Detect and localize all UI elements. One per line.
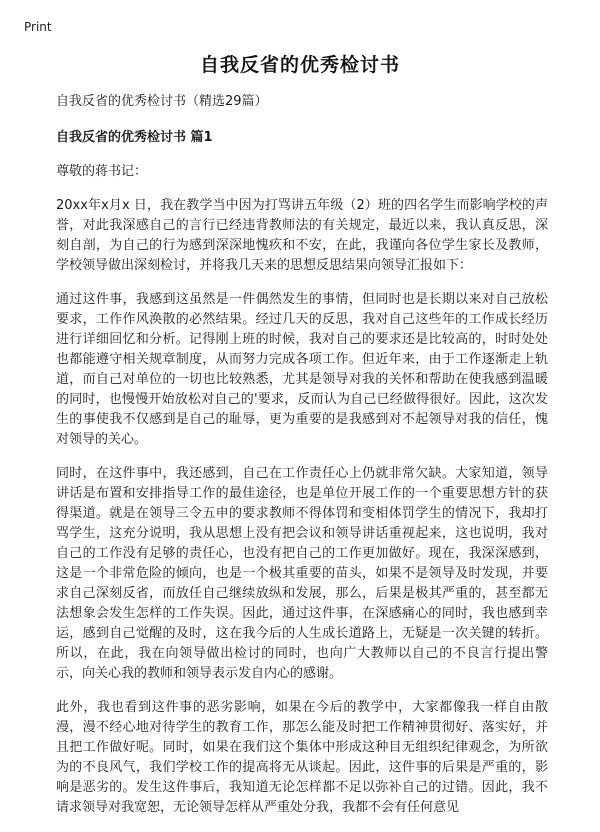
section-heading: 自我反省的优秀检讨书 篇1 bbox=[56, 130, 213, 145]
page-title: 自我反省的优秀检讨书 bbox=[199, 54, 400, 76]
print-link[interactable]: Print bbox=[24, 20, 52, 34]
paragraph-1: 20xx年x月x 日，我在教学当中因为打骂讲五年级（2）班的四名学生而影响学校的声誉，对此我深感自己的言行已经违背教师法的有关规定，最近以来，我认真反思，深刻自剖，为自己的行为感到深深地愧疚和不安，在此，我谨向各位学生家长及教师，学校领导做出深刻检讨，并将我几天来的思想反思结果向领导汇报如下： bbox=[56, 198, 548, 273]
document-subtitle: 自我反省的优秀检讨书（精选29篇） bbox=[56, 94, 268, 109]
paragraph-2: 通过这件事，我感到这虽然是一件偶然发生的事情，但同时也是长期以来对自己放松要求，工作作风涣散的必然结果。经过几天的反思，我对自己这些年的工作成长经历进行详细回忆和分析。记得刚上班的时候，我对自己的要求还是比较高的，时时处处也都能遵守相关规章制度，从而努力完成各项工作。但近年来，由于工作逐渐走上轨道，而自己对单位的一切也比较熟悉，尤其是领导对我的关怀和帮助在使我感到温暖的同时，也慢慢开始放松对自己的'要求，反而认为自己已经做得很好。因此，这次发生的事使我不仅感到是自己的耻辱，更为重要的是我感到对不起领导对我的信任，愧对领导的关心。 bbox=[56, 292, 548, 447]
paragraph-4: 此外，我也看到这件事的恶劣影响，如果在今后的教学中，大家都像我一样自由散漫，漫不经心地对待学生的教育工作，那怎么能及时把工作精神贯彻好、落实好，并且把工作做好呢。同时，如果在我们这个集体中形成这种目无组织纪律观念，为所欲为的不良风气，我们学校工作的提高将无从谈起。因此，这件事的后果是严重的，影响是恶劣的。发生这件事后，我知道无论怎样都不足以弥补自己的过错。因此，我不请求领导对我宽恕，无论领导怎样从严重处分我，我都不会有任何意见 bbox=[56, 700, 548, 815]
document-body bbox=[56, 92, 548, 832]
paragraph-3: 同时，在这件事中，我还感到，自己在工作责任心上仍就非常欠缺。大家知道，领导讲话是布置和安排指导工作的最佳途径，也是单位开展工作的一个重要思想方针的获得渠道。就是在领导三令五申的要求教师不得体罚和变相体罚学生的情况下，我却打骂学生，这充分说明，我从思想上没有把会议和领导讲话重视起来，这也说明，我对自己的工作没有足够的责任心，也没有把自己的工作更加做好。现在，我深深感到，这是一个非常危险的倾向，也是一个极其重要的苗头，如果不是领导及时发现，并要求自己深刻反省，而放任自己继续放纵和发展，那么，后果是极其严重的，甚至都无法想象会发生怎样的工作失误。因此，通过这件事，在深感痛心的同时，我也感到幸运，感到自己觉醒的及时，这在我今后的人生成长道路上，无疑是一次关键的转折。所以，在此，我在向领导做出检讨的同时，也向广大教师以自己的不良言行提出警示，向关心我的教师和领导表示发自内心的感谢。 bbox=[56, 466, 548, 681]
greeting: 尊敬的蒋书记： bbox=[56, 164, 148, 179]
